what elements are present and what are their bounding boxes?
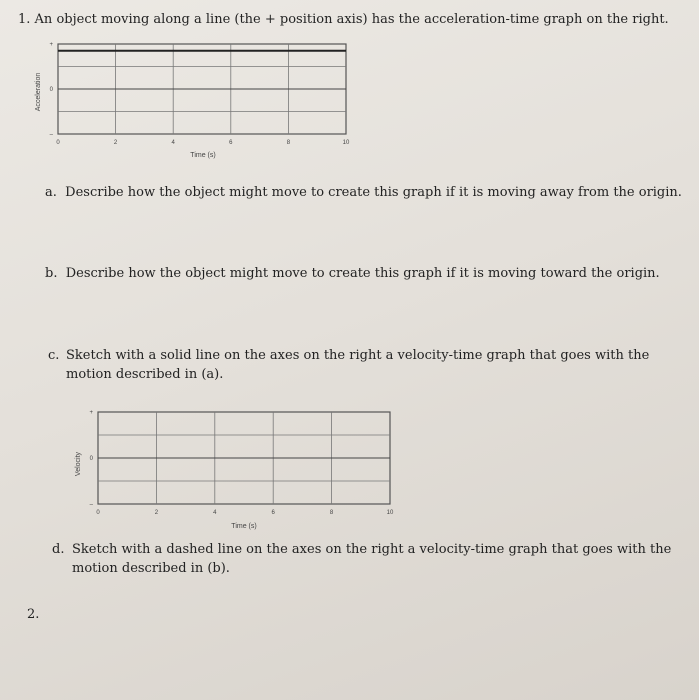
y-tick-label: + [89, 410, 93, 416]
y-tick-label: + [49, 42, 53, 48]
question-a [45, 183, 682, 202]
x-tick-label: 10 [342, 140, 350, 146]
part-label: b. [45, 266, 58, 281]
acceleration-time-graph [35, 42, 350, 164]
x-tick-label: 10 [386, 510, 394, 516]
question-1 [18, 10, 669, 29]
x-tick-label: 4 [171, 140, 175, 146]
x-tick-label: 0 [96, 510, 100, 516]
question-b [45, 264, 660, 283]
x-tick-label: 2 [154, 510, 159, 516]
y-tick-label: – [49, 132, 53, 138]
x-tick-label: 4 [213, 510, 217, 516]
part-text: Sketch with a dashed line on the axes on the right a velocity-time graph that goes with the motion described in (b). [72, 542, 672, 576]
y-tick-label: 0 [49, 87, 53, 93]
x-tick-label: 2 [113, 140, 118, 146]
x-axis-label: Time (s) [190, 152, 216, 159]
part-label: d. [52, 542, 65, 557]
y-axis-label: Velocity [75, 451, 82, 477]
question-number: 1. [18, 12, 31, 27]
x-tick-label: 6 [229, 140, 233, 146]
y-axis-label: Acceleration [35, 72, 42, 112]
x-tick-label: 8 [329, 510, 334, 516]
question-text: An object moving along a line (the + position axis) has the acceleration-time graph on the right. [34, 12, 669, 27]
x-axis-label: Time (s) [231, 523, 257, 530]
x-tick-label: 0 [56, 140, 60, 146]
question-number: 2. [27, 607, 40, 622]
x-tick-label: 6 [271, 510, 275, 516]
velocity-time-graph [75, 410, 394, 532]
part-text: Describe how the object might move to create this graph if it is moving away from the origin. [65, 185, 682, 200]
part-text: Sketch with a solid line on the axes on the right a velocity-time graph that goes with the motion described in (a). [66, 348, 650, 382]
y-tick-label: 0 [89, 456, 93, 462]
x-tick-label: 8 [286, 140, 291, 146]
y-tick-label: – [89, 502, 93, 508]
question-c [48, 346, 678, 384]
part-text: Describe how the object might move to create this graph if it is moving toward the origin. [65, 266, 660, 281]
part-label: c. [48, 348, 60, 363]
question-d [52, 540, 692, 578]
part-label: a. [45, 185, 57, 200]
question-2 [27, 605, 39, 624]
